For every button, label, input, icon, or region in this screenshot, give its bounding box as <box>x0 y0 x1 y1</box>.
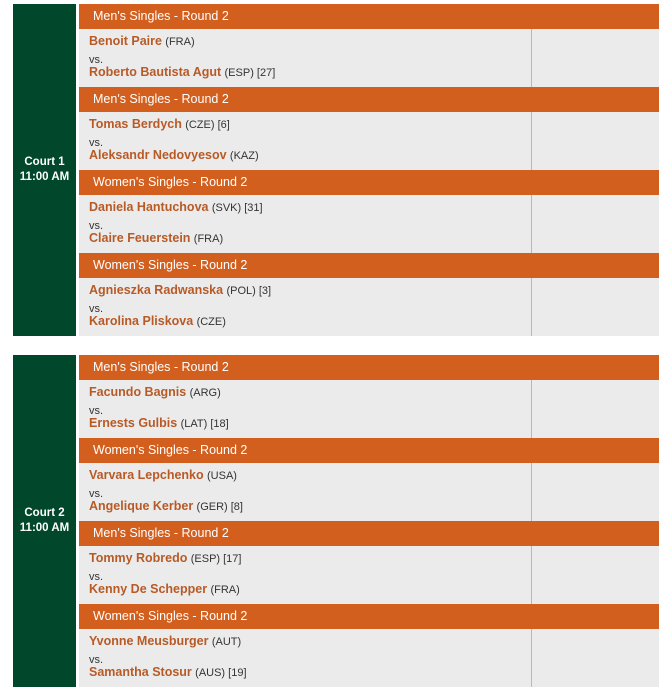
match-event-header: Men's Singles - Round 2 <box>79 355 659 380</box>
player-2[interactable] <box>89 65 275 79</box>
match-card <box>79 4 659 87</box>
versus-label: vs. <box>89 220 104 232</box>
column-divider <box>531 380 532 438</box>
player-country-seed: (USA) <box>207 470 237 482</box>
player-name-link[interactable]: Tomas Berdych <box>89 117 182 131</box>
versus-label: vs. <box>89 654 104 666</box>
match-card <box>79 253 659 336</box>
match-event-header: Men's Singles - Round 2 <box>79 521 659 546</box>
court-time: 11:00 AM <box>19 171 70 183</box>
player-name-link[interactable]: Samantha Stosur <box>89 665 192 679</box>
player-name-link[interactable]: Aleksandr Nedovyesov <box>89 148 227 162</box>
player-name-link[interactable]: Angelique Kerber <box>89 499 194 513</box>
match-card <box>79 87 659 170</box>
player-2[interactable] <box>89 582 240 596</box>
court-label <box>13 355 76 687</box>
player-2[interactable] <box>89 314 226 328</box>
match-body <box>79 546 659 604</box>
match-card <box>79 355 659 438</box>
player-2[interactable] <box>89 416 229 430</box>
match-body <box>79 195 659 253</box>
match-body <box>79 112 659 170</box>
player-1[interactable] <box>89 283 271 297</box>
player-name-link[interactable]: Daniela Hantuchova <box>89 200 209 214</box>
match-event-header: Men's Singles - Round 2 <box>79 87 659 112</box>
court-block-1 <box>13 4 659 336</box>
match-event-header: Men's Singles - Round 2 <box>79 4 659 29</box>
match-body <box>79 629 659 687</box>
court-block-2 <box>13 355 659 687</box>
court-name: Court 1 <box>24 156 65 168</box>
column-divider <box>531 546 532 604</box>
player-1[interactable] <box>89 551 241 565</box>
versus-label: vs. <box>89 54 104 66</box>
match-body <box>79 278 659 336</box>
player-country-seed: (FRA) <box>210 584 240 596</box>
player-2[interactable] <box>89 665 247 679</box>
column-divider <box>531 629 532 687</box>
column-divider <box>531 112 532 170</box>
player-country-seed: (CZE) <box>196 316 226 328</box>
match-card <box>79 170 659 253</box>
column-divider <box>531 278 532 336</box>
versus-label: vs. <box>89 571 104 583</box>
player-country-seed: (SVK) [31] <box>211 202 263 214</box>
match-card <box>79 438 659 521</box>
player-1[interactable] <box>89 117 230 131</box>
player-1[interactable] <box>89 634 241 648</box>
player-name-link[interactable]: Ernests Gulbis <box>89 416 178 430</box>
player-name-link[interactable]: Facundo Bagnis <box>89 385 187 399</box>
player-country-seed: (ESP) [17] <box>190 553 242 565</box>
match-event-header: Women's Singles - Round 2 <box>79 253 659 278</box>
player-name-link[interactable]: Benoit Paire <box>89 34 162 48</box>
player-name-link[interactable]: Agnieszka Radwanska <box>89 283 224 297</box>
player-2[interactable] <box>89 499 243 513</box>
player-country-seed: (ESP) [27] <box>224 67 276 79</box>
player-1[interactable] <box>89 468 237 482</box>
player-country-seed: (CZE) [6] <box>185 119 230 131</box>
match-card <box>79 521 659 604</box>
column-divider <box>531 463 532 521</box>
player-country-seed: (KAZ) <box>229 150 259 162</box>
versus-label: vs. <box>89 488 104 500</box>
court-time: 11:00 AM <box>19 522 70 534</box>
player-country-seed: (ARG) <box>189 387 221 399</box>
player-name-link[interactable]: Claire Feuerstein <box>89 231 191 245</box>
match-list <box>79 4 659 336</box>
player-1[interactable] <box>89 200 263 214</box>
player-1[interactable] <box>89 385 221 399</box>
player-name-link[interactable]: Karolina Pliskova <box>89 314 194 328</box>
match-body <box>79 29 659 87</box>
court-label <box>13 4 76 336</box>
match-event-header: Women's Singles - Round 2 <box>79 438 659 463</box>
match-list <box>79 355 659 687</box>
match-event-header: Women's Singles - Round 2 <box>79 604 659 629</box>
match-card <box>79 604 659 687</box>
player-name-link[interactable]: Yvonne Meusburger <box>89 634 209 648</box>
player-2[interactable] <box>89 148 259 162</box>
player-country-seed: (FRA) <box>193 233 224 245</box>
versus-label: vs. <box>89 405 104 417</box>
player-country-seed: (AUS) [19] <box>195 667 247 679</box>
match-event-header: Women's Singles - Round 2 <box>79 170 659 195</box>
column-divider <box>531 29 532 87</box>
player-country-seed: (FRA) <box>165 36 195 48</box>
player-name-link[interactable]: Roberto Bautista Agut <box>89 65 222 79</box>
player-2[interactable] <box>89 231 223 245</box>
court-name: Court 2 <box>24 507 65 519</box>
player-country-seed: (GER) [8] <box>196 501 243 513</box>
player-country-seed: (LAT) [18] <box>180 418 229 430</box>
player-country-seed: (AUT) <box>211 636 242 648</box>
match-body <box>79 380 659 438</box>
versus-label: vs. <box>89 137 104 149</box>
player-name-link[interactable]: Tommy Robredo <box>89 551 188 565</box>
column-divider <box>531 195 532 253</box>
player-country-seed: (POL) [3] <box>226 285 272 297</box>
versus-label: vs. <box>89 303 104 315</box>
player-name-link[interactable]: Kenny De Schepper <box>89 582 208 596</box>
player-name-link[interactable]: Varvara Lepchenko <box>89 468 204 482</box>
match-body <box>79 463 659 521</box>
player-1[interactable] <box>89 34 195 48</box>
